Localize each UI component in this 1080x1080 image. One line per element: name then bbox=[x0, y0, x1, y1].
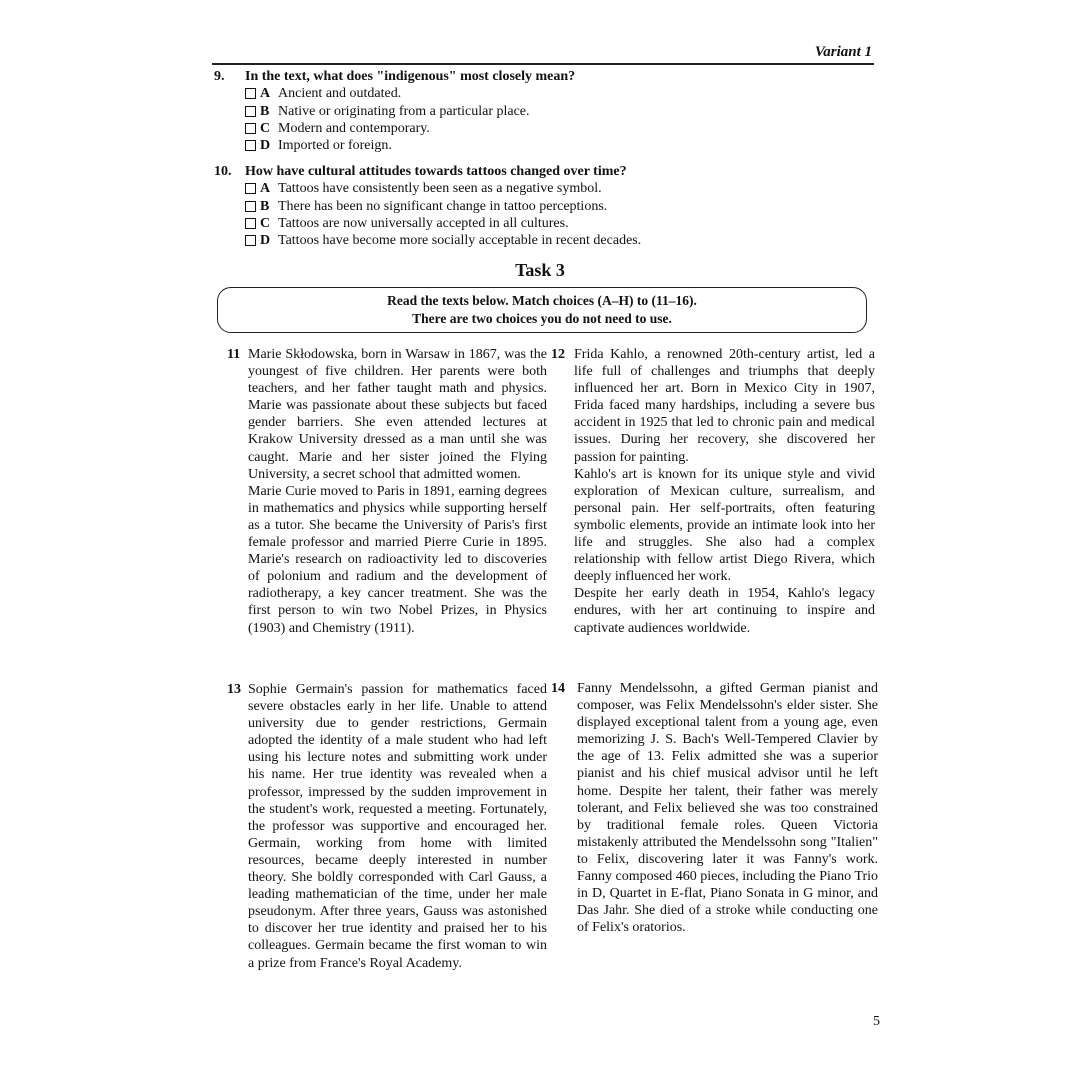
passage-body bbox=[248, 681, 547, 972]
option-text: Tattoos are now universally accepted in all cultures. bbox=[278, 215, 569, 231]
option-c[interactable] bbox=[245, 215, 834, 232]
checkbox[interactable] bbox=[245, 183, 256, 194]
option-text: Tattoos have consistently been seen as a negative symbol. bbox=[278, 181, 602, 197]
option-a[interactable] bbox=[245, 180, 834, 197]
passage-paragraph: Sophie Germain's passion for mathematics faced severe obstacles early in her life. Unable to attend university due to gender restrictions, Germain adopted the identity of a male student who had left using his lecture notes and submitting work under his name. Her true identity was revealed when a professor, impressed by the sudden improvement in the student's work, requested a meeting. Fortunately, the professor was supportive and encouraged her. Germain, working from home with limited resources, became deeply interested in number theory. She boldly corresponded with Carl Gauss, a leading mathematician of the time, under her male pseudonym. After three years, Gauss was astonished to discover her true identity and praised her to his colleagues. Germain became the first woman to win a prize from France's Royal Academy. bbox=[248, 682, 547, 971]
checkbox[interactable] bbox=[245, 106, 256, 117]
option-letter: A bbox=[260, 181, 271, 197]
passage-body bbox=[577, 680, 878, 936]
option-b[interactable] bbox=[245, 198, 834, 215]
passage-number: 14 bbox=[551, 681, 565, 696]
instruction-line: Read the texts below. Match choices (A–H) to (11–16). bbox=[387, 293, 697, 308]
option-b[interactable] bbox=[245, 103, 834, 120]
checkbox[interactable] bbox=[245, 140, 256, 151]
option-c[interactable] bbox=[245, 120, 834, 137]
option-a[interactable] bbox=[245, 85, 834, 102]
option-d[interactable] bbox=[245, 232, 834, 249]
checkbox[interactable] bbox=[245, 201, 256, 212]
page-number: 5 bbox=[873, 1014, 880, 1029]
option-letter: D bbox=[260, 233, 271, 249]
checkbox[interactable] bbox=[245, 88, 256, 99]
option-letter: B bbox=[260, 103, 270, 119]
question-number: 9. bbox=[214, 69, 225, 84]
instruction-line: There are two choices you do not need to use. bbox=[412, 311, 672, 326]
passage-paragraph: Fanny Mendelssohn, a gifted German pianist and composer, was Felix Mendelssohn's elder sister. She displayed exceptional talent from a young age, even memorizing J. S. Bach's Well-Tempered Clavier by the age of 13. Felix admitted she was a superior pianist and his chief musical advisor until he left home. Despite her talent, their father was merely tolerant, and Felix believed she was too constrained by traditional female roles. Queen Victoria mistakenly attributed the Mendelssohn song "Italien" to Felix, discovering later it was Fanny's work. Fanny composed 460 pieces, including the Piano Trio in D, Quartet in E-flat, Piano Sonata in G minor, and Das Jahr. She died of a stroke while conducting one of Felix's oratorios. bbox=[577, 681, 878, 936]
option-text: There has been no significant change in tattoo perceptions. bbox=[278, 198, 608, 214]
passage-paragraph: Despite her early death in 1954, Kahlo's legacy endures, with her art continuing to inspire and captivate audiences worldwide. bbox=[574, 586, 875, 636]
option-letter: C bbox=[260, 120, 271, 136]
header-rule bbox=[212, 63, 874, 65]
passage-body bbox=[248, 346, 547, 637]
question-number: 10. bbox=[214, 164, 232, 179]
option-text: Tattoos have become more socially acceptable in recent decades. bbox=[278, 233, 642, 249]
option-letter: B bbox=[260, 198, 270, 214]
checkbox[interactable] bbox=[245, 123, 256, 134]
option-text: Modern and contemporary. bbox=[278, 120, 430, 136]
option-letter: A bbox=[260, 86, 271, 102]
variant-label: Variant 1 bbox=[814, 44, 872, 60]
question-text: In the text, what does "indigenous" most closely mean? bbox=[245, 69, 576, 84]
option-letter: C bbox=[260, 215, 271, 231]
option-letter: D bbox=[260, 138, 271, 154]
question-9 bbox=[214, 68, 834, 154]
passage-11 bbox=[227, 346, 547, 637]
passage-13 bbox=[227, 681, 547, 972]
passage-paragraph: Frida Kahlo, a renowned 20th-century artist, led a life full of challenges and triumphs that deeply influenced her art. Born in Mexico City in 1907, Frida faced many hardships, including a severe bus accident in 1925 that led to chronic pain and medical issues. During her recovery, she discovered her passion for painting. bbox=[574, 347, 875, 465]
passage-paragraph: Marie Skłodowska, born in Warsaw in 1867, was the youngest of five children. Her parents were both teachers, and her father taught math and physics. Marie was passionate about these subjects but faced gender barriers. She even attended lectures at Krakow University dressed as a man until she was caught. Marie and her sister joined the Flying University, a secret school that admitted women. bbox=[248, 347, 547, 482]
question-10 bbox=[214, 163, 834, 249]
instruction-box bbox=[217, 287, 867, 333]
task-title: Task 3 bbox=[515, 260, 565, 280]
checkbox[interactable] bbox=[245, 235, 256, 246]
option-d[interactable] bbox=[245, 137, 834, 154]
passage-number: 12 bbox=[551, 347, 565, 362]
option-text: Native or originating from a particular place. bbox=[278, 103, 530, 119]
passage-body bbox=[574, 346, 875, 637]
passage-paragraph: Kahlo's art is known for its unique style and vivid exploration of Mexican culture, surrealism, and personal pain. Her self-portraits, often featuring symbolic elements, provide an intimate look into her life and struggles. She also had a complex relationship with fellow artist Diego Rivera, which deeply influenced her work. bbox=[574, 466, 875, 585]
passage-number: 11 bbox=[227, 347, 241, 362]
option-text: Imported or foreign. bbox=[278, 138, 392, 154]
passage-12 bbox=[551, 346, 875, 637]
passage-number: 13 bbox=[227, 682, 241, 697]
option-text: Ancient and outdated. bbox=[278, 86, 402, 102]
passage-14 bbox=[551, 680, 878, 936]
passage-paragraph: Marie Curie moved to Paris in 1891, earning degrees in mathematics and physics while supporting herself as a tutor. She became the University of Paris's first female professor and married Pierre Curie in 1895. Marie's research on radioactivity led to discoveries of polonium and radium and the development of radiotherapy, a key cancer treatment. She was the first person to win two Nobel Prizes, in Physics (1903) and Chemistry (1911). bbox=[248, 483, 547, 636]
question-text: How have cultural attitudes towards tattoos changed over time? bbox=[245, 164, 627, 179]
checkbox[interactable] bbox=[245, 218, 256, 229]
